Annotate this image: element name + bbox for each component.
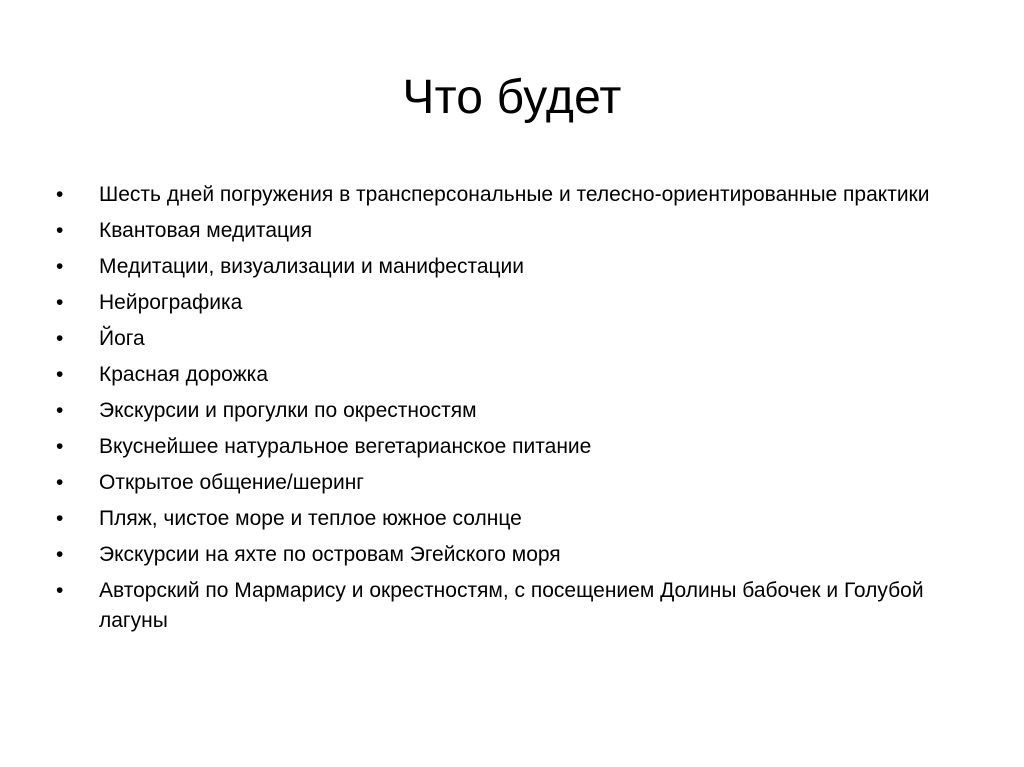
list-item	[56, 180, 976, 210]
list-item-text: Шесть дней погружения в трансперсональные и телесно-ориентированные практики	[99, 183, 930, 206]
list-item-text: Квантовая медитация	[99, 219, 313, 242]
list-item	[56, 504, 976, 534]
list-item-text: Открытое общение/шеринг	[99, 471, 364, 494]
slide-title: Что будет	[402, 71, 622, 124]
list-item-text: Йога	[99, 327, 145, 350]
bullet-icon: •	[56, 579, 64, 602]
list-item	[56, 576, 976, 636]
list-item-text: Пляж, чистое море и теплое южное солнце	[99, 507, 522, 530]
bullet-icon: •	[56, 291, 64, 314]
list-item	[56, 432, 976, 462]
bullet-icon: •	[56, 219, 64, 242]
bullet-icon: •	[56, 435, 64, 458]
list-item	[56, 216, 976, 246]
bullet-icon: •	[56, 363, 64, 386]
list-item	[56, 288, 976, 318]
bullet-icon: •	[56, 471, 64, 494]
bullet-icon: •	[56, 543, 64, 566]
list-item	[56, 396, 976, 426]
list-item	[56, 468, 976, 498]
list-item	[56, 360, 976, 390]
bullet-icon: •	[56, 327, 64, 350]
bullet-icon: •	[56, 507, 64, 530]
list-item-text: Медитации, визуализации и манифестации	[99, 255, 525, 278]
list-item	[56, 324, 976, 354]
list-item-text: Экскурсии и прогулки по окрестностям	[99, 399, 477, 422]
list-item-text: Авторский по Мармарису и окрестностям, с посещением Долины бабочек и Голубой лагуны	[99, 579, 924, 632]
list-item	[56, 540, 976, 570]
list-item-text: Красная дорожка	[99, 363, 269, 386]
list-item	[56, 252, 976, 282]
list-item-text: Нейрографика	[99, 291, 243, 314]
bullet-icon: •	[56, 399, 64, 422]
list-item-text: Вкуснейшее натуральное вегетарианское питание	[99, 435, 592, 458]
list-item-text: Экскурсии на яхте по островам Эгейского моря	[99, 543, 561, 566]
bullet-icon: •	[56, 255, 64, 278]
bullet-icon: •	[56, 183, 64, 206]
bullet-list	[56, 180, 976, 642]
